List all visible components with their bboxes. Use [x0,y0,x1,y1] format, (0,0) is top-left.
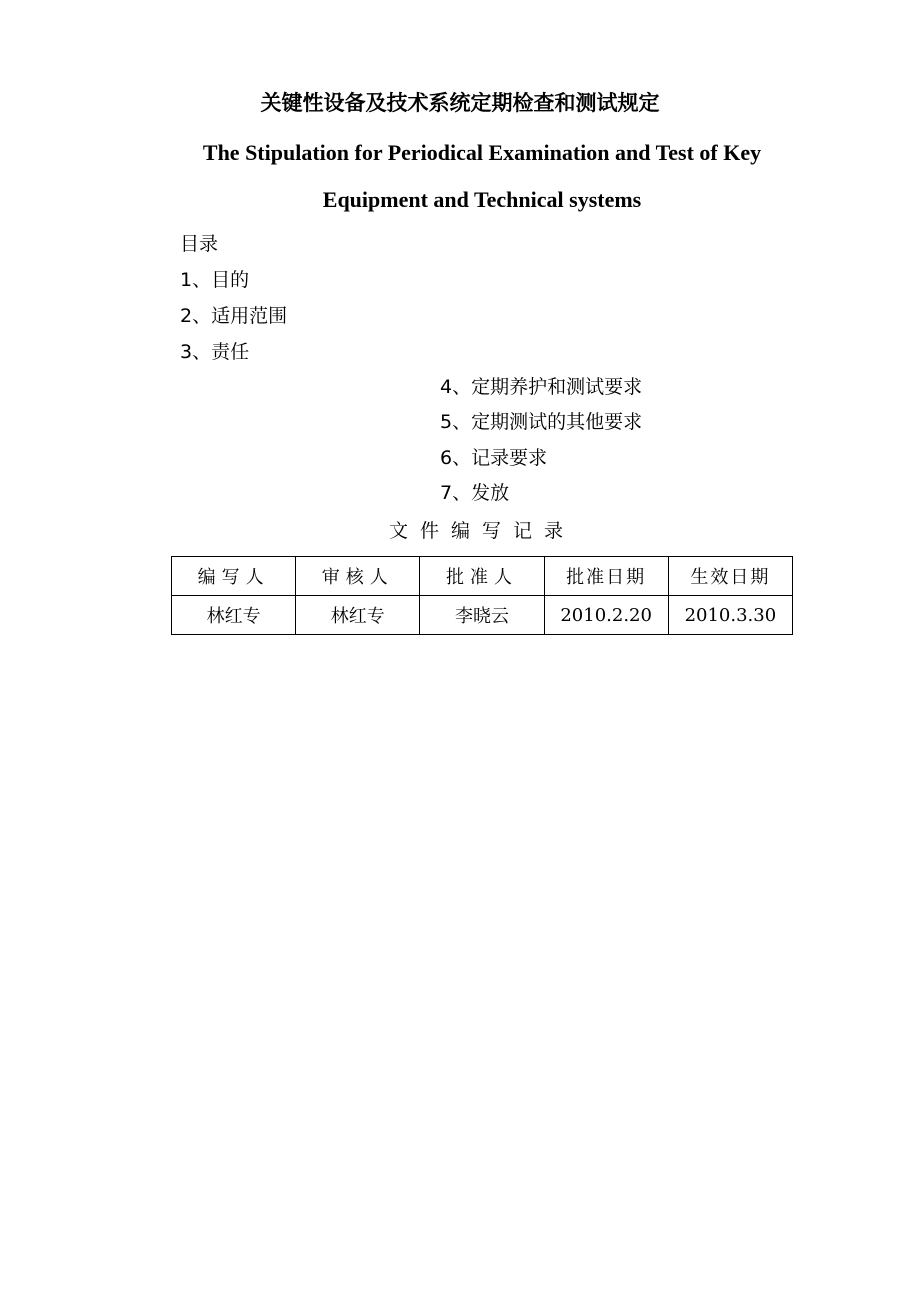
toc-item-distribution: 7、发放 [440,482,510,504]
document-title-english-line-1: The Stipulation for Periodical Examination and Test of Key [202,140,762,165]
toc-item-record-requirements: 6、记录要求 [440,447,548,469]
cell-author: 林红专 [172,596,296,635]
table-header-row [172,557,793,596]
document-title-chinese: 关键性设备及技术系统定期检查和测试规定 [260,91,660,115]
toc-item-maintenance-test-requirements: 4、定期养护和测试要求 [440,376,643,398]
toc-item-purpose: 1、目的 [180,269,250,291]
header-cell-approval-date: 批准日期 [544,557,668,596]
cell-reviewer: 林红专 [296,596,420,635]
document-title-english-line-2: Equipment and Technical systems [322,187,642,212]
cell-approval-date: 2010.2.20 [544,596,668,635]
table-row [172,596,793,635]
record-table-title: 文件编写记录 [388,520,575,542]
toc-item-responsibility: 3、责任 [180,341,250,363]
toc-heading: 目录 [180,233,219,255]
cell-approver: 李晓云 [420,596,544,635]
header-cell-reviewer: 审核人 [296,557,420,596]
header-cell-author: 编写人 [172,557,296,596]
header-cell-effective-date: 生效日期 [668,557,792,596]
header-cell-approver: 批准人 [420,557,544,596]
cell-effective-date: 2010.3.30 [668,596,792,635]
document-record-table [171,556,793,635]
toc-item-other-test-requirements: 5、定期测试的其他要求 [440,411,643,433]
toc-item-scope: 2、适用范围 [180,305,288,327]
